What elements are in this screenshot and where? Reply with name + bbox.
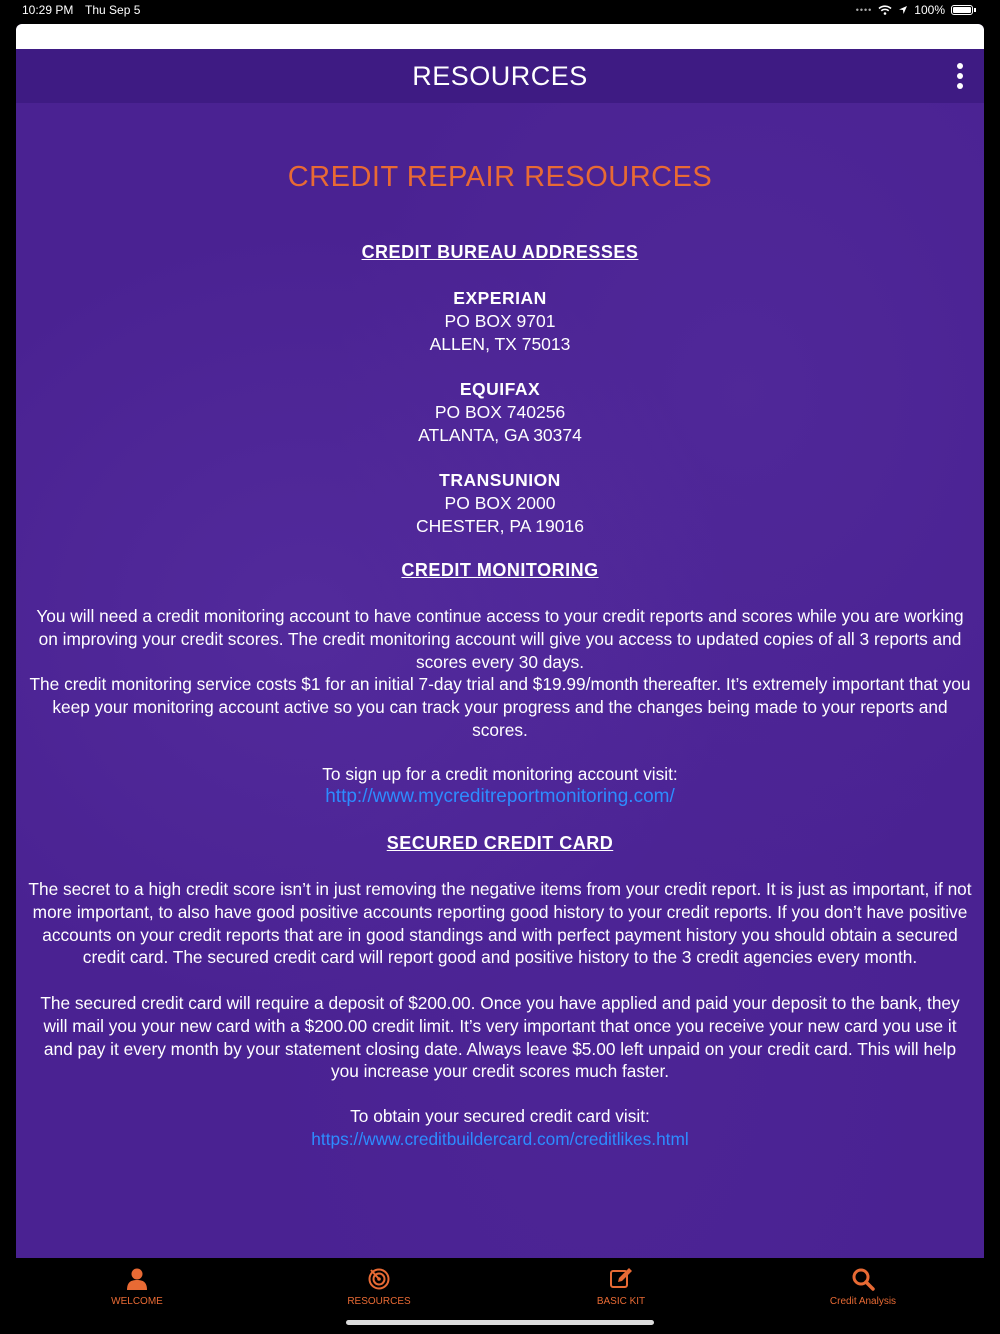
multitask-dots-icon: •••• [855,5,873,15]
status-time: 10:29 PM [22,3,74,17]
bureau-address-line1: PO BOX 740256 [434,402,566,422]
monitoring-text-1: You will need a credit monitoring account to have continue access to your credit reports and scores while you are working on improving your credit scores. The credit monitoring account will give you access to updated copies of all 3 reports and scores every 30 days. [36,606,964,672]
secured-card-paragraph-2: The secured credit card will require a deposit of $200.00. Once you have applied and paid your deposit to the bank, they will mail you your new card with a $200.00 credit limit. It’s very important that once you receive your new card you use it and pay it every month by your statement closing date. Always leave $5.00 left unpaid on your credit card. This will help you increase your credit scores much faster. [40,993,960,1082]
bureau-address-line2: ATLANTA, GA 30374 [418,425,582,445]
bureau-address-line2: CHESTER, PA 19016 [416,516,584,536]
tab-label: WELCOME [111,1296,163,1307]
secured-card-paragraph-1: The secret to a high credit score isn’t in just removing the negative items from your credit report. It is just as important, if not more important, to also have good positive accounts reporting good history to your credit reports. If you don’t have positive accounts on your credit reports that are in good standings and with perfect payment history you should obtain a secured credit card. The secured credit card will report good and positive history to the 3 credit agencies every month. [28,879,972,968]
battery-icon [951,5,973,15]
home-indicator[interactable] [346,1320,654,1325]
bureau-name: EXPERIAN [453,288,547,308]
bureau-address-line1: PO BOX 9701 [444,311,556,331]
more-options-icon[interactable] [956,63,964,89]
monitoring-signup [28,763,972,809]
tab-label: BASIC KIT [596,1296,646,1307]
tab-basic-kit[interactable] [541,1266,701,1307]
page-title: CREDIT REPAIR RESOURCES [287,161,713,193]
top-strip [16,24,984,49]
monitoring-paragraph [28,605,972,742]
wifi-icon [878,5,892,15]
bureau-name: TRANSUNION [439,470,561,490]
bureau-name: EQUIFAX [459,379,541,399]
app-frame [16,24,984,1258]
status-date: Thu Sep 5 [85,3,141,17]
tab-label: Credit Analysis [829,1296,897,1307]
bureau-transunion [16,469,984,538]
nav-title: RESOURCES [412,60,588,91]
tab-welcome[interactable] [57,1266,217,1307]
secured-card-obtain-text: To obtain your secured credit card visit: [350,1106,650,1126]
secured-card-obtain [28,1105,972,1151]
tab-label: RESOURCES [347,1296,411,1307]
monitoring-heading: CREDIT MONITORING [401,560,599,580]
person-icon [57,1266,217,1292]
monitoring-signup-text: To sign up for a credit monitoring account visit: [322,764,678,784]
content-area[interactable] [16,103,984,1258]
edit-icon [541,1266,701,1292]
tab-resources[interactable] [299,1266,459,1307]
monitoring-link[interactable]: http://www.mycreditreportmonitoring.com/ [325,785,675,807]
secured-card-heading: SECURED CREDIT CARD [386,833,614,853]
bureau-equifax [16,378,984,447]
bureau-experian [16,287,984,356]
secured-card-link[interactable]: https://www.creditbuildercard.com/creditlikes.html [311,1128,689,1149]
nav-bar [16,49,984,103]
battery-percent: 100% [914,3,945,17]
status-indicators [856,3,976,17]
monitoring-text-2: The credit monitoring service costs $1 for an initial 7-day trial and $19.99/month thereafter. It’s extremely important that you keep your monitoring account active so you can track your progress and the changes being made to your reports and scores. [29,674,971,740]
battery-tip [974,8,976,12]
target-icon [299,1266,459,1292]
tab-credit-analysis[interactable] [783,1266,943,1307]
location-icon [898,5,908,15]
bureau-address-line1: PO BOX 2000 [444,493,556,513]
bureau-heading: CREDIT BUREAU ADDRESSES [361,242,639,262]
status-bar [0,0,1000,22]
bureau-address-line2: ALLEN, TX 75013 [429,334,571,354]
search-icon [783,1266,943,1292]
